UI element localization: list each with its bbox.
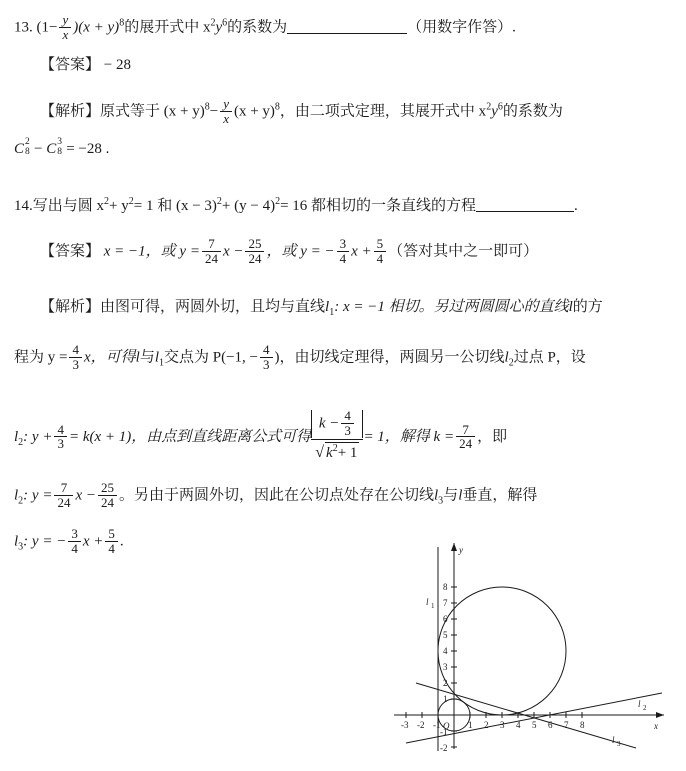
a14-l3-kn: 7 bbox=[462, 421, 469, 437]
x-tick--1: -1 bbox=[433, 720, 441, 730]
a14-l3den-a: k bbox=[326, 445, 333, 462]
problem-14-analysis-line3 bbox=[14, 408, 508, 463]
a14-l4b: : y = bbox=[23, 487, 53, 504]
x-tick-1: 1 bbox=[468, 720, 473, 730]
x-tick-5: 5 bbox=[532, 720, 537, 730]
a13-e3: 2 bbox=[486, 101, 492, 113]
a14-l4e: l bbox=[434, 487, 439, 504]
comb1-sub: 8 bbox=[25, 147, 30, 157]
y-tick-6: 6 bbox=[443, 614, 448, 624]
a14-l4-f2d: 24 bbox=[98, 495, 117, 510]
y-tick-8: 8 bbox=[443, 582, 448, 592]
q13-part5: 的系数为 bbox=[227, 19, 288, 36]
a14-l1sub: 1 bbox=[329, 307, 335, 318]
a14-l5-f1d: 4 bbox=[68, 541, 81, 556]
a14-l4esub: 3 bbox=[438, 495, 444, 507]
x-tick-4: 4 bbox=[516, 720, 521, 730]
a14-l4-f1d: 24 bbox=[54, 495, 73, 510]
q13-exp3: 6 bbox=[222, 17, 228, 29]
a14-l5b: : y = − bbox=[23, 533, 67, 550]
q14-p5: = 16 都相切的一条直线的方程 bbox=[280, 198, 477, 214]
q14-p4: + (y − 4) bbox=[221, 198, 276, 214]
y-tick-7: 7 bbox=[443, 598, 448, 608]
a14-l5d: . bbox=[119, 533, 124, 550]
a14-l3num-a: k − bbox=[318, 415, 340, 432]
problem-13-number: 13. bbox=[14, 19, 33, 36]
q14-answer-blank[interactable] bbox=[476, 197, 574, 212]
label-l3-sub: 3 bbox=[617, 740, 621, 748]
combination-2 bbox=[46, 137, 66, 158]
a14-l5-f2n: 5 bbox=[108, 526, 115, 541]
ans14-frac2 bbox=[245, 237, 264, 265]
y-tick-2: 2 bbox=[443, 678, 448, 688]
answer-label-13: 【答案】 bbox=[40, 57, 101, 73]
q13-part4: y bbox=[215, 19, 223, 36]
ans14-f1-den: 24 bbox=[202, 251, 221, 266]
x-tick--3: -3 bbox=[401, 720, 409, 730]
ans14-frac3 bbox=[337, 237, 350, 265]
analysis-label-14: 【解析】 bbox=[40, 299, 101, 315]
answer-label-14: 【答案】 bbox=[40, 243, 101, 260]
q13-frac-num: y bbox=[62, 12, 69, 27]
a14-l4d: 。另由于两圆外切，因此在公切点处存在公切线 bbox=[118, 487, 434, 504]
a14-l5-frac1 bbox=[68, 527, 81, 555]
ans14-f2-num: 25 bbox=[248, 236, 262, 251]
q13-part3: 的展开式中 x bbox=[124, 19, 211, 36]
a13-e1: 8 bbox=[204, 101, 210, 113]
y-tick-3: 3 bbox=[443, 662, 448, 672]
ans14-f3-den: 4 bbox=[337, 251, 350, 266]
problem-14-question bbox=[14, 196, 578, 215]
q14-e1: 2 bbox=[104, 196, 110, 207]
label-l3: l bbox=[612, 735, 615, 745]
problem-13-analysis-line1 bbox=[40, 98, 563, 126]
a13-p5: y bbox=[491, 103, 498, 120]
ans14-a3: ，或 y = − bbox=[266, 243, 335, 260]
a14-l1c: : x = −1 相切。另过两圆圆心的直线 bbox=[334, 299, 569, 315]
comb-minus: − bbox=[34, 141, 43, 157]
label-l1-sub: 1 bbox=[431, 602, 435, 610]
comb1-base: C bbox=[14, 141, 25, 157]
a14-l4h: 垂直，解得 bbox=[462, 487, 538, 504]
comb2-base: C bbox=[46, 141, 57, 157]
answer-value-13: − 28 bbox=[103, 57, 131, 73]
ans14-a4: x + bbox=[351, 243, 372, 260]
a14-l5a: l bbox=[14, 533, 19, 550]
y-axis-label: y bbox=[459, 545, 463, 555]
a13-frac-den: x bbox=[220, 111, 232, 126]
a13-p1: 原式等于 (x + y) bbox=[100, 103, 205, 120]
ans14-frac1 bbox=[202, 237, 221, 265]
a14-l3a: l bbox=[14, 429, 19, 446]
problem-14-analysis-line5 bbox=[14, 528, 124, 556]
x-tick-7: 7 bbox=[564, 720, 569, 730]
q14-p2: + y bbox=[109, 198, 129, 214]
problem-14-number: 14. bbox=[14, 198, 33, 214]
a13-frac-num: y bbox=[223, 96, 229, 111]
a14-l3b: : y + bbox=[23, 429, 53, 446]
q14-e4: 2 bbox=[275, 196, 281, 207]
y-tick-5: 5 bbox=[443, 630, 448, 640]
a13-e4: 6 bbox=[497, 101, 503, 113]
a14-l2i: )，由切线定理得，两圆另一公切线 bbox=[274, 349, 505, 366]
a14-l4-frac1 bbox=[54, 481, 73, 509]
a13-e2: 8 bbox=[274, 101, 280, 113]
a14-l3-kd: 24 bbox=[456, 436, 475, 451]
a14-l2-f2d: 3 bbox=[260, 357, 273, 372]
x-tick-3: 3 bbox=[500, 720, 505, 730]
a14-l4a: l bbox=[14, 487, 19, 504]
a14-l1e: 的方 bbox=[572, 299, 603, 315]
a14-l3num-n: 4 bbox=[344, 408, 351, 423]
problem-14-analysis-line4 bbox=[14, 482, 537, 510]
q14-e2: 2 bbox=[128, 196, 134, 207]
a14-l2sub: 1 bbox=[159, 357, 164, 369]
comb2-sup: 3 bbox=[57, 137, 62, 147]
problem-13-question bbox=[14, 14, 516, 42]
y-tick--1: -1 bbox=[440, 727, 448, 737]
a14-l2-frac2 bbox=[260, 343, 273, 371]
problem-14-analysis-line2 bbox=[14, 344, 586, 372]
label-l1: l bbox=[426, 597, 429, 607]
ans14-frac4 bbox=[374, 237, 387, 265]
ans14-f2-den: 24 bbox=[245, 251, 264, 266]
a14-l4c: x − bbox=[75, 487, 96, 504]
q13-part2: )(x + y) bbox=[73, 19, 120, 36]
a14-l3num-frac bbox=[341, 409, 354, 437]
a14-l4-frac2 bbox=[98, 481, 117, 509]
q13-exp1: 8 bbox=[119, 17, 125, 29]
a14-l3sub: 2 bbox=[18, 437, 24, 449]
a14-l1b: l bbox=[325, 299, 330, 315]
a14-l5c: x + bbox=[82, 533, 104, 550]
a14-l2e: l bbox=[154, 349, 159, 366]
origin-label: O bbox=[443, 721, 450, 731]
a14-l3den-exp: 2 bbox=[332, 443, 338, 455]
a14-l2d: 与 bbox=[139, 349, 155, 366]
a14-l1d: l bbox=[568, 299, 573, 315]
a13-p4: ，由二项式定理，其展开式中 x bbox=[279, 103, 487, 120]
ans14-a2: x − bbox=[222, 243, 244, 260]
problem-13-analysis-line2 bbox=[14, 137, 110, 158]
q13-exp2: 2 bbox=[210, 17, 216, 29]
q13-answer-blank[interactable] bbox=[287, 19, 407, 34]
q13-frac-den: x bbox=[59, 27, 71, 42]
y-tick-4: 4 bbox=[443, 646, 448, 656]
a14-l4g: l bbox=[458, 487, 463, 504]
a13-p6: 的系数为 bbox=[502, 103, 563, 120]
y-axis-arrow bbox=[451, 543, 457, 551]
q13-fraction bbox=[59, 13, 71, 41]
a14-l4sub: 2 bbox=[18, 495, 24, 507]
a14-l4-f2n: 25 bbox=[100, 480, 114, 495]
comb1-sup: 2 bbox=[25, 137, 30, 147]
a13-fraction bbox=[220, 97, 232, 125]
a14-sqrt-content bbox=[325, 442, 359, 462]
x-tick-8: 8 bbox=[580, 720, 585, 730]
a14-l5sub: 3 bbox=[18, 541, 24, 553]
a14-l2b: x，可得 bbox=[83, 349, 136, 366]
comb-result: = −28 . bbox=[66, 141, 110, 157]
a14-l4f: 与 bbox=[443, 487, 459, 504]
a13-p2: − bbox=[209, 103, 219, 120]
a14-l2-f1n: 4 bbox=[72, 342, 79, 357]
q14-e3: 2 bbox=[216, 196, 222, 207]
a14-l3den-b: + 1 bbox=[337, 445, 358, 462]
a14-l2k: 过点 P，设 bbox=[513, 349, 586, 366]
ans14-a1: x = −1，或 y = bbox=[103, 243, 200, 260]
y-tick--2: -2 bbox=[440, 743, 448, 753]
a14-l3-f1d: 3 bbox=[54, 436, 67, 451]
a14-l3num-d: 3 bbox=[341, 423, 354, 438]
x-tick-2: 2 bbox=[484, 720, 489, 730]
y-tick-1: 1 bbox=[443, 694, 448, 704]
x-tick--2: -2 bbox=[417, 720, 425, 730]
a14-l2-f1d: 3 bbox=[69, 357, 82, 372]
a14-l2c: l bbox=[135, 349, 140, 366]
q13-part6: （用数字作答）. bbox=[407, 19, 516, 36]
a14-l4-f1n: 7 bbox=[60, 480, 68, 495]
problem-14-answer bbox=[40, 238, 538, 266]
ans14-a5: （答对其中之一即可） bbox=[388, 243, 539, 260]
a14-l3c: = k(x + 1)，由点到直线距离公式可得 bbox=[68, 429, 312, 446]
figure-two-circles-tangent-lines bbox=[386, 537, 676, 759]
q14-p6: . bbox=[574, 198, 578, 214]
analysis-label-13: 【解析】 bbox=[40, 103, 101, 120]
problem-14-analysis-line1 bbox=[40, 298, 603, 319]
a14-l3-frac-k bbox=[456, 423, 475, 451]
a14-l3d: = 1，解得 k = bbox=[363, 429, 455, 446]
q14-p3: = 1 和 (x − 3) bbox=[133, 198, 217, 214]
problem-13-answer bbox=[40, 56, 131, 74]
ans14-f3-num: 3 bbox=[339, 236, 347, 251]
q14-p1: 写出与圆 x bbox=[32, 198, 105, 214]
x-tick-6: 6 bbox=[548, 720, 553, 730]
a14-abs-denominator bbox=[311, 439, 363, 461]
a14-l3-f1n: 4 bbox=[57, 421, 64, 437]
a14-abs-numerator bbox=[311, 410, 363, 438]
comb2-sub: 8 bbox=[57, 147, 62, 157]
a14-l2a: 程为 y = bbox=[14, 349, 68, 366]
a14-l3e: ，即 bbox=[477, 429, 508, 446]
x-axis-label: x bbox=[654, 721, 658, 731]
a14-l3-frac1 bbox=[54, 423, 67, 451]
label-l2-sub: 2 bbox=[643, 704, 647, 712]
q13-part1: (1− bbox=[36, 19, 58, 36]
a13-p3: (x + y) bbox=[233, 103, 275, 120]
a14-l2j: l bbox=[504, 349, 509, 366]
combination-1 bbox=[14, 137, 34, 158]
ans14-f4-den: 4 bbox=[374, 251, 387, 266]
a14-l2-f2n: 4 bbox=[263, 342, 270, 357]
radical-icon: √ bbox=[315, 444, 325, 462]
a14-l5-frac2 bbox=[105, 527, 118, 555]
ans14-f1-num: 7 bbox=[208, 236, 215, 251]
a14-l2jsub: 2 bbox=[508, 357, 514, 369]
ans14-f4-num: 5 bbox=[376, 236, 384, 251]
a14-distance-formula bbox=[311, 410, 363, 461]
label-l2: l bbox=[638, 699, 641, 709]
a14-l2g: 交点为 P(−1, − bbox=[164, 349, 259, 366]
a14-l5-f1n: 3 bbox=[71, 526, 78, 541]
a14-l5-f2d: 4 bbox=[105, 541, 118, 556]
large-circle bbox=[438, 587, 566, 715]
x-axis-arrow bbox=[656, 712, 664, 718]
a14-l1a: 由图可得，两圆外切，且均与直线 bbox=[100, 299, 326, 315]
a14-l2-frac1 bbox=[69, 343, 82, 371]
